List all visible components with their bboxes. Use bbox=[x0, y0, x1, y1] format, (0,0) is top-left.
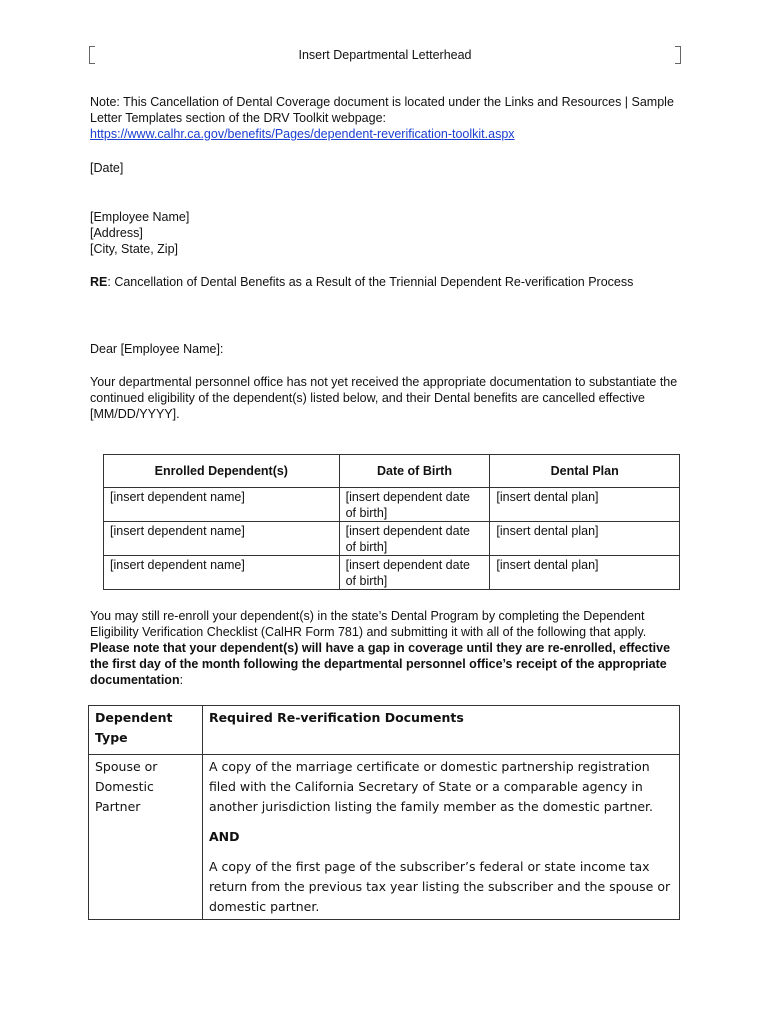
header-enrolled-dependents: Enrolled Dependent(s) bbox=[104, 455, 340, 488]
dental-plan-cell: [insert dental plan] bbox=[490, 522, 680, 556]
dependent-dob-cell: [insert dependent date of birth] bbox=[339, 488, 490, 522]
table-row bbox=[89, 755, 680, 920]
dependent-name-cell: [insert dependent name] bbox=[104, 488, 340, 522]
header-required-documents: Required Re-verification Documents bbox=[202, 706, 679, 755]
re-label: RE bbox=[90, 275, 108, 289]
re-line bbox=[90, 274, 670, 290]
date-placeholder: [Date] bbox=[90, 161, 124, 175]
table-row bbox=[104, 522, 680, 556]
employee-address: [Address] bbox=[90, 226, 143, 240]
coverage-gap-warning: Please note that your dependent(s) will have a gap in coverage until they are re-enrolled, effective the first day of the month following the departmental personnel office’s receipt of the appropriate documentation bbox=[90, 641, 671, 687]
reenroll-end: : bbox=[179, 673, 184, 687]
document-tax-return: A copy of the first page of the subscriber’s federal or state income tax return from the previous tax year listing the subscriber and the spouse or domestic partner. bbox=[208, 859, 671, 914]
dependent-name-cell: [insert dependent name] bbox=[104, 556, 340, 590]
dependents-table bbox=[103, 454, 680, 590]
dependent-name-cell: [insert dependent name] bbox=[104, 522, 340, 556]
paragraph-reenroll bbox=[90, 608, 680, 688]
note-block bbox=[90, 94, 690, 142]
note-text: Note: This Cancellation of Dental Coverage document is located under the Links and Resources | Sample Letter Templates section of the DRV Toolkit webpage: bbox=[90, 95, 674, 125]
employee-name: [Employee Name] bbox=[90, 210, 190, 224]
document-marriage-certificate: A copy of the marriage certificate or domestic partnership registration filed with the California Secretary of State or a comparable agency in another jurisdiction listing the family member as the domestic partner. bbox=[208, 759, 654, 814]
table-header-row bbox=[104, 455, 680, 488]
paragraph-cancellation: Your departmental personnel office has not yet received the appropriate documentation to substantiate the continued eligibility of the dependent(s) listed below, and their Dental benefits are cancelled effective [MM/DD/YYYY]. bbox=[90, 375, 678, 421]
address-block bbox=[90, 209, 189, 257]
table-header-row bbox=[89, 706, 680, 755]
reenroll-text: You may still re-enroll your dependent(s) in the state’s Dental Program by completing the Dependent Eligibility Verification Checklist (CalHR Form 781) and submitting it with all of the following that apply. bbox=[90, 609, 647, 639]
salutation: Dear [Employee Name]: bbox=[90, 342, 224, 356]
dental-plan-cell: [insert dental plan] bbox=[490, 556, 680, 590]
header-date-of-birth: Date of Birth bbox=[339, 455, 490, 488]
letterhead-placeholder: Insert Departmental Letterhead bbox=[298, 48, 472, 62]
header-dental-plan: Dental Plan bbox=[490, 455, 680, 488]
re-text: : Cancellation of Dental Benefits as a Result of the Triennial Dependent Re-verification Process bbox=[107, 275, 634, 289]
and-connector: AND bbox=[208, 829, 240, 844]
table-row bbox=[104, 556, 680, 590]
header-bracket-right bbox=[675, 46, 681, 64]
dependent-type-cell: Spouse or Domestic Partner bbox=[89, 755, 203, 920]
employee-city-state-zip: [City, State, Zip] bbox=[90, 242, 178, 256]
dependent-dob-cell: [insert dependent date of birth] bbox=[339, 522, 490, 556]
dental-plan-cell: [insert dental plan] bbox=[490, 488, 680, 522]
header-dependent-type: Dependent Type bbox=[89, 706, 203, 755]
table-row bbox=[104, 488, 680, 522]
dependent-dob-cell: [insert dependent date of birth] bbox=[339, 556, 490, 590]
toolkit-link[interactable]: https://www.calhr.ca.gov/benefits/Pages/dependent-reverification-toolkit.aspx bbox=[90, 127, 515, 141]
required-documents-cell bbox=[202, 755, 679, 920]
required-documents-table bbox=[88, 705, 680, 920]
